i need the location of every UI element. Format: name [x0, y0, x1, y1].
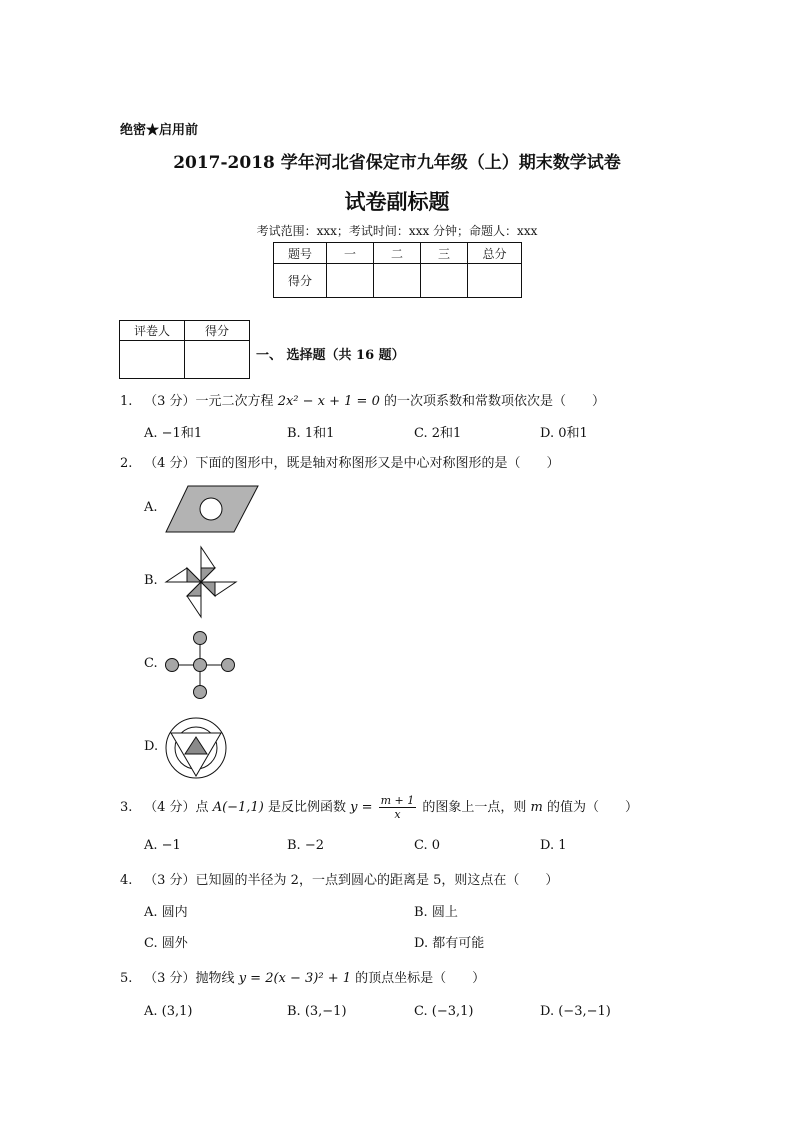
option-c[interactable]: C. (−3,1) [414, 1004, 474, 1019]
question-2 [120, 452, 560, 471]
point-a: A(−1,1) [212, 800, 264, 815]
option-a[interactable]: A. (3,1) [144, 1004, 193, 1019]
pinwheel-figure [164, 545, 238, 619]
option-d[interactable]: D. 都有可能 [414, 936, 485, 951]
option-a[interactable]: A. −1 [144, 838, 181, 853]
question-text: 的值为（ ） [547, 800, 639, 815]
question-number: 3. [120, 800, 133, 815]
parallelogram-with-hole-figure [164, 484, 260, 534]
option-d[interactable]: D. 1 [540, 838, 567, 853]
option-a[interactable]: A. 圆内 [144, 905, 188, 920]
score-cell [421, 264, 468, 298]
option-a[interactable]: A. −1和1 [144, 426, 203, 441]
equation: y = 2(x − 3)² + 1 [238, 971, 352, 986]
question-text: （4 分）点 [144, 800, 209, 815]
score-header-cell: 总分 [468, 243, 522, 264]
question-text: 的顶点坐标是（ ） [355, 971, 486, 986]
option-b[interactable]: B. 圆上 [414, 905, 458, 920]
question-text: 的一次项系数和常数项依次是（ ） [384, 394, 606, 409]
score-row-label: 得分 [274, 264, 327, 298]
question-text: 的图象上一点，则 [422, 800, 527, 815]
score-table [273, 242, 522, 298]
score-header-cell: 一 [327, 243, 374, 264]
option-b[interactable]: B. 1和1 [287, 426, 335, 441]
grader-cell [185, 341, 250, 379]
score-cell [374, 264, 421, 298]
grader-header: 评卷人 [120, 321, 185, 341]
option-a-label[interactable]: A. [144, 500, 158, 515]
grader-table [119, 320, 250, 379]
grader-cell [120, 341, 185, 379]
fraction-numerator: m + 1 [380, 794, 415, 807]
score-header-cell: 题号 [274, 243, 327, 264]
option-d-label[interactable]: D. [144, 739, 159, 754]
option-c[interactable]: C. 2和1 [414, 426, 462, 441]
score-cell [468, 264, 522, 298]
grader-score-header: 得分 [185, 321, 250, 341]
exam-title: 2017-2018 学年河北省保定市九年级（上）期末数学试卷 [173, 153, 621, 173]
question-text: （3 分）一元二次方程 [144, 394, 274, 409]
option-c-label[interactable]: C. [144, 656, 158, 671]
question-text: （3 分）已知圆的半径为 2，一点到圆心的距离是 5，则这点在（ ） [144, 873, 559, 888]
exam-info: 考试范围：xxx；考试时间：xxx 分钟；命题人：xxx [256, 224, 538, 238]
section-heading: 一、 选择题（共 16 题） [256, 348, 405, 363]
option-b[interactable]: B. −2 [287, 838, 324, 853]
question-number: 1. [120, 394, 133, 409]
equation: 2x² − x + 1 = 0 [277, 394, 380, 409]
option-d[interactable]: D. 0和1 [540, 426, 588, 441]
option-c[interactable]: C. 0 [414, 838, 441, 853]
question-4 [120, 869, 558, 888]
question-number: 5. [120, 971, 133, 986]
question-text: （3 分）抛物线 [144, 971, 235, 986]
question-1 [120, 390, 605, 409]
question-text: 是反比例函数 [267, 800, 346, 815]
score-header-cell: 二 [374, 243, 421, 264]
confidential-mark: 绝密★启用前 [120, 123, 199, 138]
circle-triangle-figure [164, 716, 228, 780]
option-b-label[interactable]: B. [144, 573, 158, 588]
option-d[interactable]: D. (−3,−1) [540, 1004, 611, 1019]
exam-subtitle: 试卷副标题 [344, 189, 450, 214]
fraction [379, 794, 417, 821]
question-3 [120, 794, 638, 821]
question-number: 4. [120, 873, 133, 888]
option-c[interactable]: C. 圆外 [144, 936, 188, 951]
cross-circles-figure [162, 628, 238, 702]
question-5 [120, 967, 485, 986]
question-number: 2. [120, 456, 133, 471]
score-header-cell: 三 [421, 243, 468, 264]
fraction-denominator: x [394, 808, 401, 821]
function-lhs: y = [350, 800, 373, 815]
score-cell [327, 264, 374, 298]
option-b[interactable]: B. (3,−1) [287, 1004, 347, 1019]
variable-m: m [530, 800, 543, 815]
question-text: （4 分）下面的图形中，既是轴对称图形又是中心对称图形的是（ ） [144, 456, 560, 471]
